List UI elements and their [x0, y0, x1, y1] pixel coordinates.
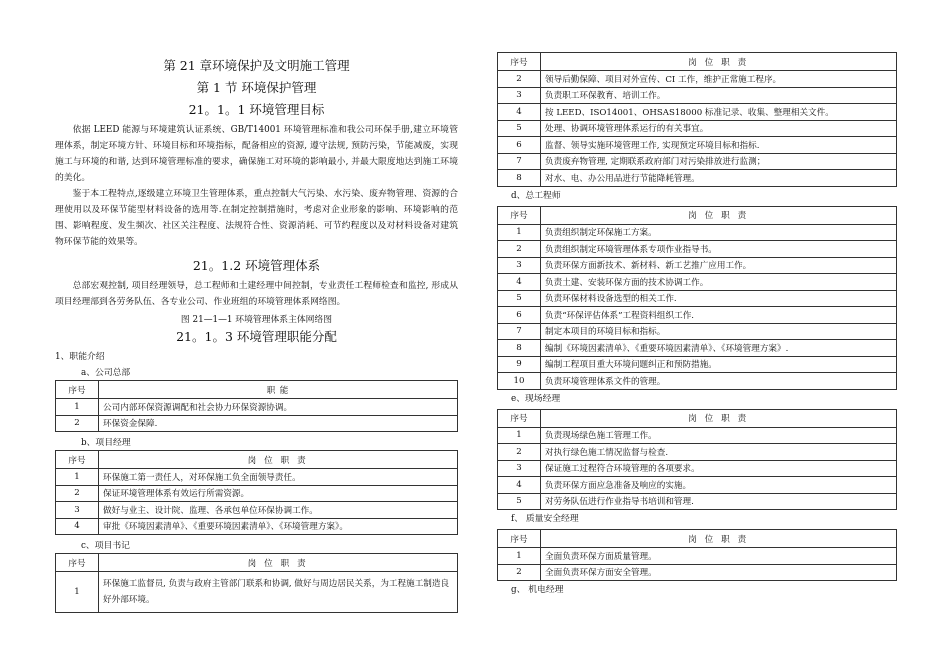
table-row: [56, 518, 458, 535]
table-row: [56, 502, 458, 519]
table-cell: 1: [498, 548, 541, 565]
column-header: 岗 位 职 责: [541, 53, 897, 71]
table-cell: 9: [498, 356, 541, 373]
table-cell: 8: [498, 170, 541, 187]
column-header: 岗 位 职 责: [541, 530, 897, 548]
table-cell: 3: [498, 460, 541, 477]
column-header: 职 能: [99, 381, 458, 399]
table-cell: 负责组织制定环保施工方案。: [541, 224, 897, 241]
table-row: [498, 477, 897, 494]
table-row: [498, 274, 897, 291]
subsection-title-3: 21。1。3 环境管理职能分配: [176, 329, 337, 344]
table-row: [498, 71, 897, 88]
right-column: [497, 52, 897, 600]
subsection-title-2: 21。1.2 环境管理体系: [192, 258, 321, 273]
table-row: [56, 485, 458, 502]
table-cell: 2: [498, 241, 541, 258]
table-cell: 负责土建、安装环保方面的技术协调工作。: [541, 274, 897, 291]
column-header: 岗 位 职 责: [541, 206, 897, 224]
table-row: [56, 415, 458, 432]
table-cell: 环保施工监督员, 负责与政府主管部门联系和协调, 做好与周边居民关系，为工程施工制造良好外部环境。: [99, 572, 458, 613]
table-title: b、项目经理: [81, 438, 131, 448]
table-title: g、 机电经理: [511, 585, 564, 595]
paragraph: 鉴于本工程特点,逐级建立环境卫生管理体系，重点控制大气污染、水污染、废弃物管理、资源的合理使用以及环保节能型材料设备的选用等.在制定控制措施时，考虑对企业形象的影响、环境影响的范围、影响程度、发生频次、社区关注程度、法规符合性、资源消耗、可节约程度以及对材料设备对建筑物环保节能的效果等。: [55, 189, 458, 247]
table-cell: 审批《环境因素清单》、《重要环境因素清单》、《环境管理方案》。: [99, 518, 458, 535]
table-row: [498, 120, 897, 137]
table-cell: 3: [56, 502, 99, 519]
table-cell: 1: [498, 427, 541, 444]
figure-caption: 图 21—1—1 环境管理体系主体网络图: [180, 315, 333, 325]
table-row: [498, 340, 897, 357]
table-cell: 对水、电、办公用品进行节能降耗管理。: [541, 170, 897, 187]
table-cell: 2: [498, 564, 541, 581]
table-cell: 10: [498, 373, 541, 390]
table-project-manager: [55, 450, 458, 535]
table-cell: 负责废弃物管理, 定期联系政府部门对污染排放进行监测；: [541, 153, 897, 170]
table-cell: 保证施工过程符合环境管理的各项要求。: [541, 460, 897, 477]
column-header: 序号: [498, 530, 541, 548]
table-cell: 负责环境管理体系文件的管理。: [541, 373, 897, 390]
table-cell: 4: [56, 518, 99, 535]
section-title: 第 1 节 环境保护管理: [196, 80, 317, 95]
paragraph: 依据 LEED 能源与环境建筑认证系统、GB/T14001 环境管理标准和我公司环保手册,建立环境管理体系，制定环境方针、环境目标和环境指标，配备相应的资源, 遵守法规, 预防污染，节能减废，实现施工与环境的和谐, 达到环境管理标准的要求，确保施工对环境的影响最小, 并最大限度地达到施工环境的美化。: [55, 125, 458, 183]
table-cell: 负责环保材料设备选型的相关工作.: [541, 290, 897, 307]
table-header-row: [56, 554, 458, 572]
table-cell: 7: [498, 323, 541, 340]
table-cell: 负责职工环保教育、培训工作。: [541, 87, 897, 104]
table-cell: 5: [498, 493, 541, 510]
table-row: [498, 224, 897, 241]
table-cell: 8: [498, 340, 541, 357]
column-header: 序号: [498, 409, 541, 427]
table-row: [498, 356, 897, 373]
table-cell: 1: [56, 399, 99, 416]
table-cell: 5: [498, 290, 541, 307]
table-row: [498, 137, 897, 154]
table-site-manager: [497, 409, 897, 511]
item-title: 1、职能介绍: [55, 352, 105, 362]
table-project-secretary-continued: [497, 52, 897, 187]
table-row: [498, 548, 897, 565]
table-cell: 负责组织制定环境管理体系专项作业指导书。: [541, 241, 897, 258]
left-column: [55, 52, 458, 613]
table-cell: 1: [56, 469, 99, 486]
table-cell: 编制《环境因素清单》、《重要环境因素清单》、《环境管理方案》.: [541, 340, 897, 357]
table-row: [498, 104, 897, 121]
table-row: [498, 290, 897, 307]
table-header-row: [498, 530, 897, 548]
column-header: 序号: [56, 381, 99, 399]
table-cell: 3: [498, 87, 541, 104]
table-cell: 按 LEED、ISO14001、OHSAS18000 标准记录、收集、整理相关文件。: [541, 104, 897, 121]
table-cell: 4: [498, 274, 541, 291]
table-row: [56, 572, 458, 613]
table-cell: 处理、协调环境管理体系运行的有关事宜。: [541, 120, 897, 137]
table-cell: 环保施工第一责任人，对环保施工负全面领导责任。: [99, 469, 458, 486]
table-cell: 4: [498, 104, 541, 121]
table-cell: 全面负责环保方面安全管理。: [541, 564, 897, 581]
table-cell: 公司内部环保资源调配和社会协力环保资源协调。: [99, 399, 458, 416]
table-cell: 编制工程项目重大环境问题纠正和预防措施。: [541, 356, 897, 373]
table-cell: 2: [56, 485, 99, 502]
table-project-secretary: [55, 553, 458, 613]
table-company-hq: [55, 380, 458, 432]
table-title: c、项目书记: [81, 541, 130, 551]
table-cell: 1: [56, 572, 99, 613]
table-cell: 5: [498, 120, 541, 137]
column-header: 序号: [498, 53, 541, 71]
table-header-row: [498, 409, 897, 427]
table-cell: 1: [498, 224, 541, 241]
paragraph: 总部宏观控制, 项目经理领导，总工程师和土建经理中间控制，专业责任工程师检查和监控, 形成从项目经理部到各劳务队伍、各专业公司、作业班组的环境管理体系网络图。: [55, 281, 458, 307]
table-header-row: [498, 53, 897, 71]
column-header: 岗 位 职 责: [99, 554, 458, 572]
table-cell: 制定本项目的环境目标和指标。: [541, 323, 897, 340]
table-title: d、总工程师: [511, 190, 561, 201]
table-row: [498, 87, 897, 104]
table-cell: 2: [498, 444, 541, 461]
column-header: 岗 位 职 责: [99, 451, 458, 469]
table-cell: 负责环保方面应急准备及响应的实施。: [541, 477, 897, 494]
table-title: a、公司总部: [81, 368, 131, 378]
chapter-title: 第 21 章环境保护及文明施工管理: [163, 58, 350, 73]
table-cell: 做好与业主、设计院、监理、各承包单位环保协调工作。: [99, 502, 458, 519]
column-header: 序号: [56, 554, 99, 572]
table-cell: 负责现场绿色施工管理工作。: [541, 427, 897, 444]
table-cell: 2: [498, 71, 541, 88]
table-row: [498, 373, 897, 390]
table-cell: 对劳务队伍进行作业指导书培训和管理.: [541, 493, 897, 510]
table-cell: 6: [498, 137, 541, 154]
table-cell: 监督、领导实施环境管理工作, 实现预定环境目标和指标.: [541, 137, 897, 154]
table-row: [498, 493, 897, 510]
table-row: [56, 469, 458, 486]
table-row: [498, 241, 897, 258]
table-row: [56, 399, 458, 416]
table-row: [498, 307, 897, 324]
column-header: 序号: [498, 206, 541, 224]
table-row: [498, 444, 897, 461]
table-row: [498, 323, 897, 340]
table-cell: 负责“环保评估体系”工程资料组织工作.: [541, 307, 897, 324]
table-quality-safety-manager: [497, 529, 897, 581]
table-row: [498, 257, 897, 274]
table-header-row: [498, 206, 897, 224]
table-cell: 环保资金保障.: [99, 415, 458, 432]
table-title: f、 质量安全经理: [511, 514, 579, 524]
column-header: 岗 位 职 责: [541, 409, 897, 427]
table-cell: 全面负责环保方面质量管理。: [541, 548, 897, 565]
table-cell: 2: [56, 415, 99, 432]
subsection-title-1: 21。1。1 环境管理目标: [188, 102, 325, 117]
table-cell: 7: [498, 153, 541, 170]
table-title: e、现场经理: [511, 393, 561, 404]
table-cell: 保证环境管理体系有效运行所需资源。: [99, 485, 458, 502]
table-row: [498, 170, 897, 187]
table-cell: 负责环保方面新技术、新材料、新工艺推广应用工作。: [541, 257, 897, 274]
column-header: 序号: [56, 451, 99, 469]
table-row: [498, 427, 897, 444]
table-cell: 4: [498, 477, 541, 494]
table-cell: 对执行绿色施工情况监督与检查.: [541, 444, 897, 461]
table-cell: 领导后勤保障、项目对外宣传、CI 工作，维护正常施工程序。: [541, 71, 897, 88]
table-row: [498, 460, 897, 477]
table-cell: 6: [498, 307, 541, 324]
table-row: [498, 564, 897, 581]
table-header-row: [56, 451, 458, 469]
table-chief-engineer: [497, 206, 897, 390]
table-cell: 3: [498, 257, 541, 274]
table-header-row: [56, 381, 458, 399]
table-row: [498, 153, 897, 170]
